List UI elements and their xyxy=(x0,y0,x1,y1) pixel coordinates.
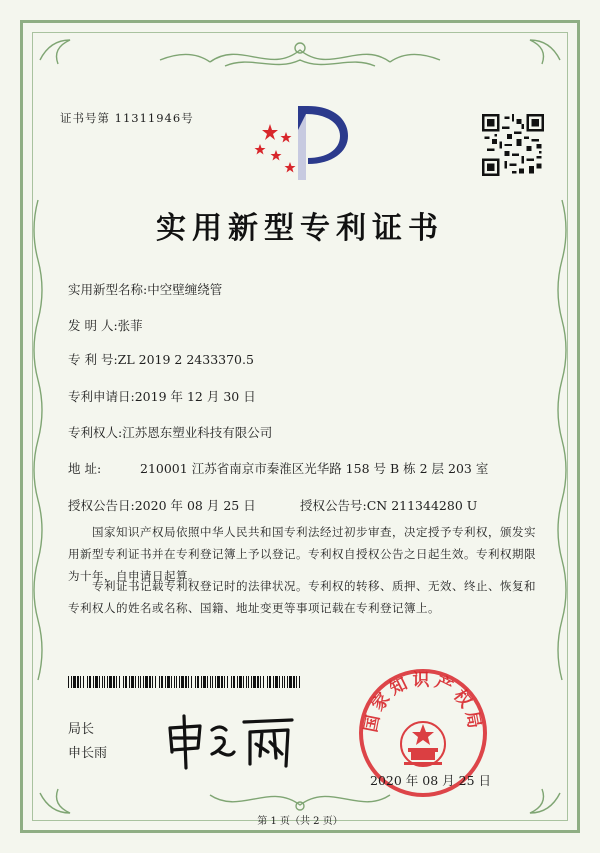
field-label: 专 利 号: xyxy=(68,352,118,367)
field-address xyxy=(68,459,488,477)
certificate-number-value: 11311946 xyxy=(114,111,182,125)
certificate-number-suffix: 号 xyxy=(181,111,194,125)
director-title: 局长 xyxy=(68,722,95,737)
field-value: 中空壁缠绕管 xyxy=(147,282,223,297)
qr-code xyxy=(482,114,544,176)
field-value: ZL 2019 2 2433370.5 xyxy=(117,352,254,367)
barcode xyxy=(68,676,300,688)
field-label: 专利权人: xyxy=(68,425,123,440)
field-value: CN 211344280 U xyxy=(366,498,478,513)
field-label: 专利申请日: xyxy=(68,389,135,404)
seal-date: 2020 年 08 月 25 日 xyxy=(370,773,491,788)
field-value: 江苏恩东塑业科技有限公司 xyxy=(122,425,273,440)
field-grant-number xyxy=(300,496,477,514)
field-label: 授权公告日: xyxy=(68,498,135,513)
certificate-number xyxy=(60,110,194,126)
director-name: 申长雨 xyxy=(68,746,108,761)
certificate-title: 实用新型专利证书 xyxy=(156,211,444,246)
field-value: 张菲 xyxy=(117,318,143,333)
field-label: 授权公告号: xyxy=(300,498,367,513)
field-value: 2019 年 12 月 30 日 xyxy=(134,389,256,404)
handwritten-signature xyxy=(160,708,300,774)
field-patentee xyxy=(68,423,272,441)
field-label: 实用新型名称: xyxy=(68,282,148,297)
field-value: 2020 年 08 月 25 日 xyxy=(134,498,256,513)
svg-text:国家知识产权局: 国家知识产权局 xyxy=(361,670,485,734)
cnipa-emblem-icon xyxy=(250,100,350,186)
field-inventor xyxy=(68,316,143,334)
field-filing-date xyxy=(68,387,256,405)
field-patent-number xyxy=(68,350,254,368)
page-number: 第 1 页（共 2 页） xyxy=(257,816,343,827)
statement-paragraph-2: 专利证书记载专利权登记时的法律状况。专利权的转移、质押、无效、终止、恢复和专利权人的姓名或名称、国籍、地址变更等事项记载在专利登记簿上。 xyxy=(68,579,536,615)
certificate-number-label: 证书号第 xyxy=(60,111,110,125)
statement-paragraph-1: 国家知识产权局依照中华人民共和国专利法经过初步审查，决定授予专利权，颁发实用新型专利证书并在专利登记簿上予以登记。专利权自授权公告之日起生效。专利权期限为十年，自申请日起算。 xyxy=(68,525,536,583)
field-value: 210001 江苏省南京市秦淮区光华路 158 号 B 栋 2 层 203 室 xyxy=(140,461,489,476)
field-label: 地 址: xyxy=(68,461,102,476)
field-label: 发 明 人: xyxy=(68,318,118,333)
field-utility-model-name xyxy=(68,280,222,298)
field-grant-date xyxy=(68,496,256,514)
